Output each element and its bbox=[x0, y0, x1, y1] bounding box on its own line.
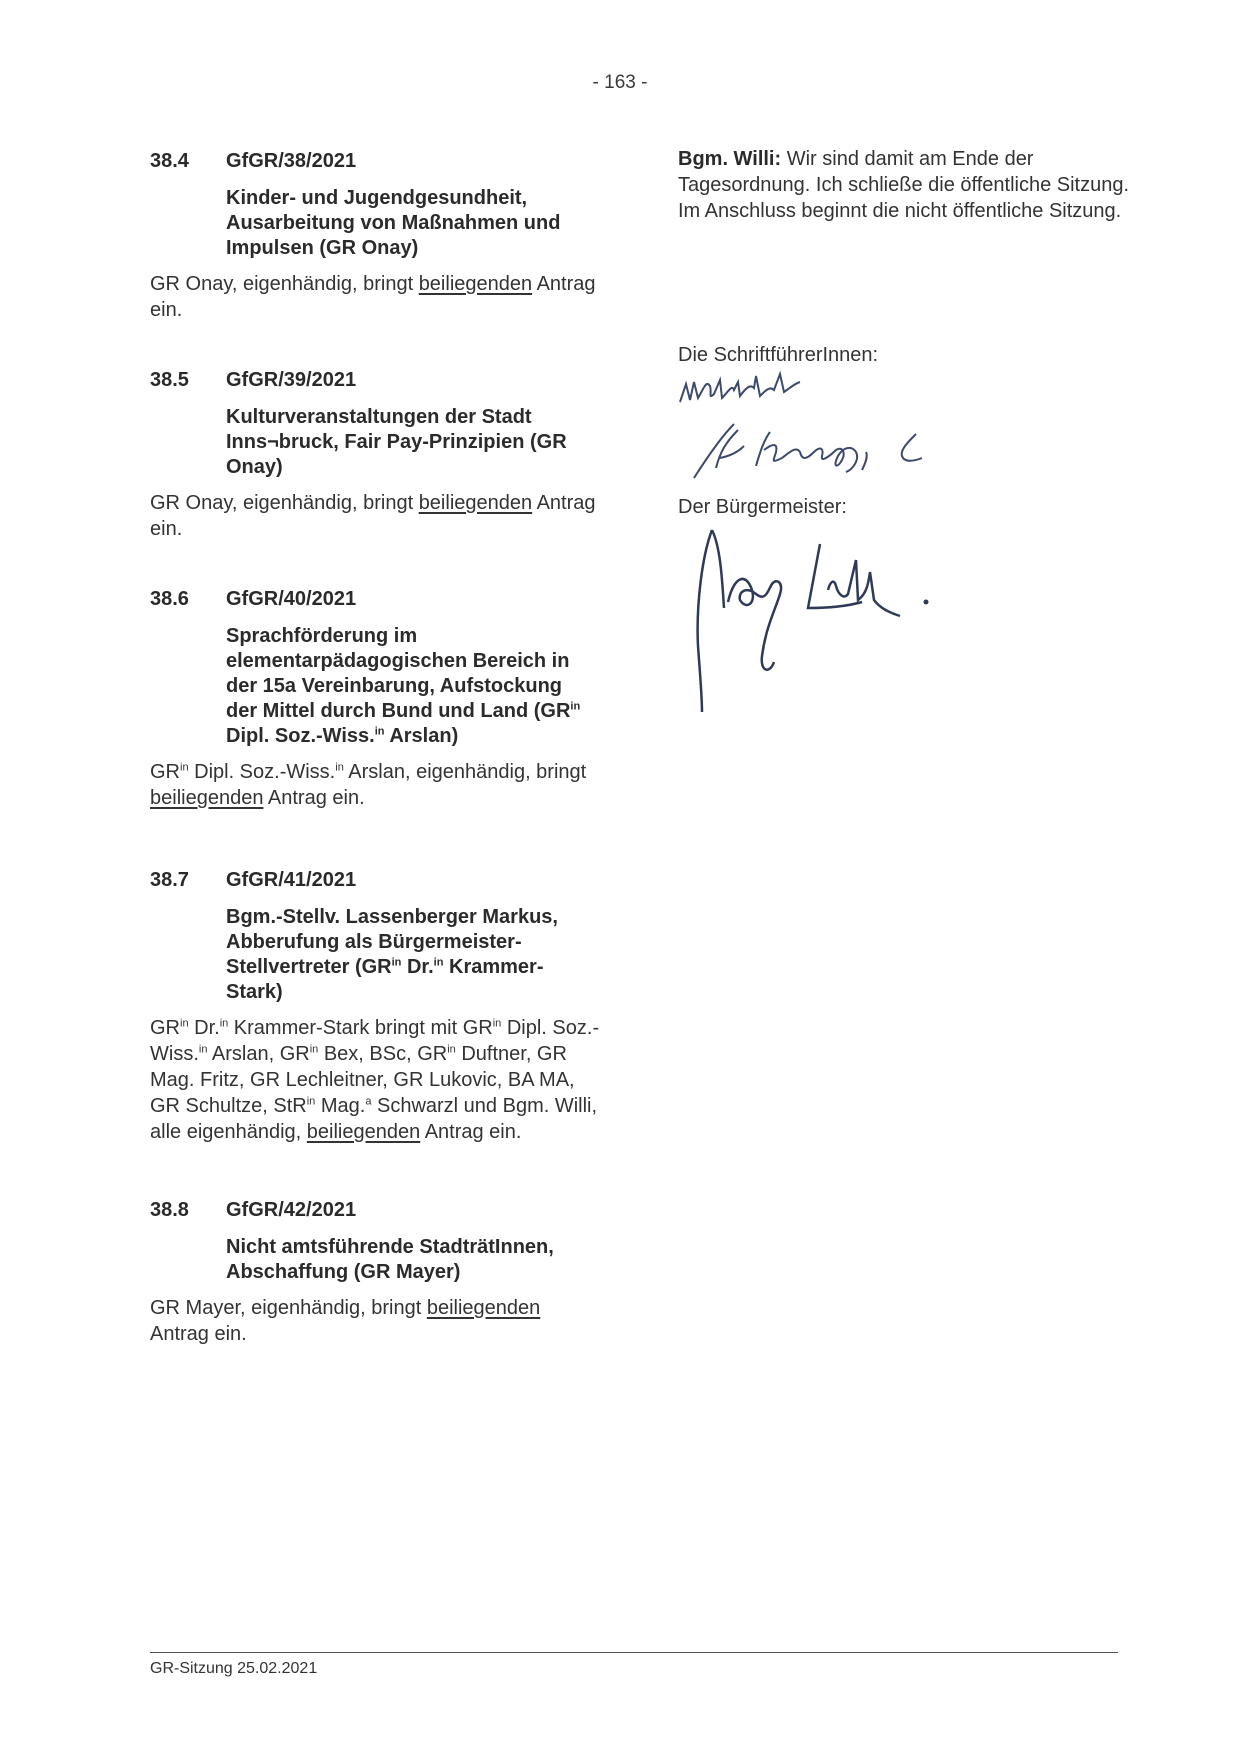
body-text: Bex, BSc, GR bbox=[318, 1043, 448, 1065]
superscript: in bbox=[374, 725, 385, 738]
agenda-item-header bbox=[150, 1197, 600, 1223]
body-text: Antrag ein. bbox=[420, 1121, 522, 1143]
agenda-item-header bbox=[150, 148, 600, 174]
title-text: Arslan) bbox=[384, 725, 459, 747]
title-text: Dr. bbox=[401, 956, 434, 978]
attachment-link: beiliegenden bbox=[418, 273, 533, 295]
agenda-item-header bbox=[150, 586, 600, 612]
item-title bbox=[226, 624, 596, 749]
attachment-link: beiliegenden bbox=[306, 1121, 421, 1143]
item-code: GfGR/42/2021 bbox=[226, 1199, 357, 1221]
agenda-column bbox=[150, 148, 600, 1347]
title-text: Dipl. Soz.-Wiss. bbox=[226, 725, 375, 747]
superscript: a bbox=[365, 1095, 372, 1108]
item-title bbox=[226, 905, 596, 1005]
body-text: Antrag ein. bbox=[263, 787, 365, 809]
superscript: in bbox=[309, 1043, 319, 1056]
closing-column bbox=[678, 146, 1148, 224]
body-text: Antrag ein. bbox=[150, 1323, 247, 1345]
item-code: GfGR/41/2021 bbox=[226, 869, 357, 891]
superscript: in bbox=[433, 956, 444, 969]
item-body bbox=[150, 1295, 600, 1347]
body-text: Mag. bbox=[315, 1095, 366, 1117]
item-body bbox=[150, 271, 600, 323]
superscript: in bbox=[219, 1017, 229, 1030]
mayor-label: Der Bürgermeister: bbox=[678, 496, 847, 518]
superscript: in bbox=[492, 1017, 502, 1030]
footer-session-date: GR-Sitzung 25.02.2021 bbox=[150, 1660, 318, 1677]
superscript: in bbox=[180, 761, 189, 774]
body-text: GR Onay, eigenhändig, bringt bbox=[150, 492, 419, 514]
agenda-item-38-7 bbox=[150, 867, 600, 1145]
superscript: in bbox=[570, 700, 581, 713]
mayor-closing-statement bbox=[678, 146, 1148, 224]
agenda-item-38-4 bbox=[150, 148, 600, 323]
item-number: 38.7 bbox=[150, 869, 189, 891]
attachment-link: beiliegenden bbox=[150, 787, 264, 809]
agenda-item-38-6 bbox=[150, 586, 600, 811]
body-text: GR bbox=[150, 761, 180, 783]
agenda-item-38-5 bbox=[150, 367, 600, 542]
agenda-item-header bbox=[150, 367, 600, 393]
body-text: Duftner, GR Mag. Fritz, GR Lechleitner, GR Lukovic, BA MA, GR Schultze, StR bbox=[150, 1043, 575, 1117]
item-number: 38.5 bbox=[150, 369, 189, 391]
item-code: GfGR/38/2021 bbox=[226, 150, 357, 172]
superscript: in bbox=[180, 1017, 189, 1030]
title-text: Bgm.-Stellv. Lassenberger Markus, Abberufung als Bürgermeister-Stellvertreter (GR bbox=[226, 906, 558, 978]
item-number: 38.4 bbox=[150, 150, 189, 172]
speech-text: Wir sind damit am Ende der Tagesordnung. Ich schließe die öffentliche Sitzung. Im Anschluss beginnt die nicht öffentliche Sitzung. bbox=[678, 148, 1130, 222]
agenda-item-header bbox=[150, 867, 600, 893]
body-text: Arslan, eigenhändig, bringt bbox=[343, 761, 587, 783]
item-number: 38.8 bbox=[150, 1199, 189, 1221]
body-text: GR bbox=[150, 1017, 180, 1039]
item-code: GfGR/39/2021 bbox=[226, 369, 357, 391]
attachment-link: beiliegenden bbox=[426, 1297, 541, 1319]
body-text: Dipl. Soz.-Wiss. bbox=[150, 1017, 600, 1065]
superscript: in bbox=[306, 1095, 316, 1108]
title-text: Krammer-Stark) bbox=[226, 956, 544, 1003]
body-text: Dr. bbox=[188, 1017, 220, 1039]
item-title: Kinder- und Jugendgesundheit, Ausarbeitung von Maßnahmen und Impulsen (GR Onay) bbox=[226, 187, 561, 259]
item-body bbox=[150, 759, 600, 811]
body-text: Arslan, GR bbox=[207, 1043, 310, 1065]
item-title: Kulturveranstaltungen der Stadt Inns¬bruck, Fair Pay-Prinzipien (GR Onay) bbox=[226, 406, 567, 478]
body-text: Antrag ein. bbox=[150, 492, 596, 540]
superscript: in bbox=[335, 761, 344, 774]
agenda-item-38-8 bbox=[150, 1197, 600, 1347]
secretary-signature-2 bbox=[686, 412, 956, 492]
title-text: Sprachförderung im elementarpädagogischen Bereich in der 15a Vereinbarung, Aufstockung der Mittel durch Bund und Land (GR bbox=[226, 625, 571, 722]
attachment-link: beiliegenden bbox=[418, 492, 533, 514]
body-text: GR Onay, eigenhändig, bringt bbox=[150, 273, 419, 295]
body-text: Krammer-Stark bringt mit GR bbox=[228, 1017, 493, 1039]
body-text: GR Mayer, eigenhändig, bringt bbox=[150, 1297, 427, 1319]
secretaries-label: Die SchriftführerInnen: bbox=[678, 344, 879, 366]
item-body bbox=[150, 1015, 600, 1145]
body-text: Schwarzl und Bgm. Willi, alle eigenhändig, bbox=[150, 1095, 598, 1143]
speaker-name: Bgm. Willi: bbox=[678, 148, 782, 170]
footer-divider bbox=[150, 1652, 1118, 1653]
secretary-signature-1 bbox=[676, 362, 836, 412]
body-text: Dipl. Soz.-Wiss. bbox=[188, 761, 336, 783]
superscript: in bbox=[198, 1043, 208, 1056]
superscript: in bbox=[391, 956, 402, 969]
item-body bbox=[150, 490, 600, 542]
page-number: - 163 - bbox=[592, 72, 648, 93]
body-text: Antrag ein. bbox=[150, 273, 596, 321]
item-title: Nicht amtsführende StadträtInnen, Abschaffung (GR Mayer) bbox=[226, 1236, 554, 1283]
superscript: in bbox=[447, 1043, 456, 1056]
mayor-signature bbox=[680, 516, 960, 716]
item-number: 38.6 bbox=[150, 588, 189, 610]
item-code: GfGR/40/2021 bbox=[226, 588, 357, 610]
